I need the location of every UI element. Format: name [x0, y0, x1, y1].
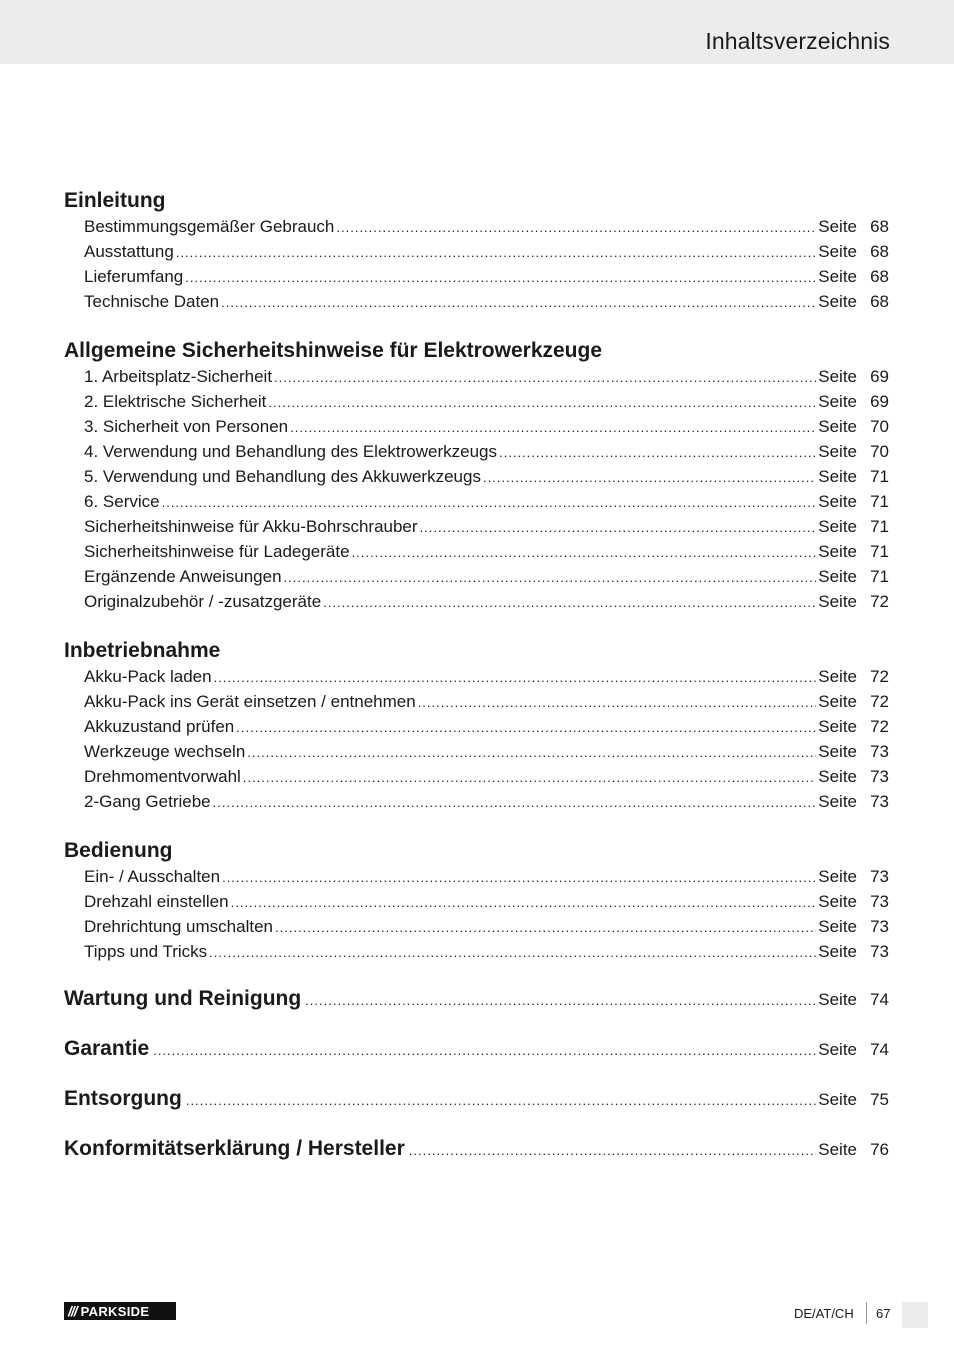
major-entry-label: Wartung und Reinigung — [64, 987, 302, 1010]
dot-leader — [176, 240, 816, 265]
section-gap — [64, 314, 889, 338]
dot-leader — [162, 490, 817, 515]
entry-label: Drehzahl einstellen — [84, 892, 229, 911]
dot-leader — [231, 890, 817, 915]
section-title: Einleitung — [64, 189, 166, 212]
page-prefix: Seite — [818, 467, 857, 486]
dot-leader — [409, 1136, 816, 1166]
page-prefix: Seite — [818, 292, 857, 311]
entry-label: Technische Daten — [84, 292, 220, 311]
page-prefix: Seite — [818, 867, 857, 886]
page-number: 68 — [870, 242, 889, 261]
dot-leader — [186, 1086, 816, 1116]
toc-section — [64, 638, 889, 814]
dot-leader — [236, 715, 816, 740]
toc-major-entry[interactable] — [64, 1034, 889, 1064]
page-prefix: Seite — [818, 1090, 857, 1109]
major-entry-label: Entsorgung — [64, 1087, 182, 1110]
page-number: 73 — [870, 767, 889, 786]
dot-leader — [284, 565, 817, 590]
entry-label: 4. Verwendung und Behandlung des Elektrowerkzeugs — [84, 442, 498, 461]
toc-entry[interactable] — [64, 439, 889, 464]
entry-label: Drehrichtung umschalten — [84, 917, 273, 936]
toc-entry[interactable] — [64, 889, 889, 914]
entry-label: Drehmomentvorwahl — [84, 767, 241, 786]
page-prefix: Seite — [818, 567, 857, 586]
section-gap — [64, 1014, 889, 1034]
page-number: 69 — [870, 367, 889, 386]
section-gap — [64, 1114, 889, 1134]
page-prefix: Seite — [818, 892, 857, 911]
toc-entry[interactable] — [64, 389, 889, 414]
toc-entry[interactable] — [64, 689, 889, 714]
toc-entry[interactable] — [64, 739, 889, 764]
page-number: 73 — [870, 917, 889, 936]
section-title: Inbetriebnahme — [64, 639, 221, 662]
page-prefix: Seite — [818, 990, 857, 1009]
dot-leader — [336, 215, 816, 240]
major-entry-label: Garantie — [64, 1037, 150, 1060]
page-prefix: Seite — [818, 667, 857, 686]
page-prefix: Seite — [818, 442, 857, 461]
dot-leader — [213, 790, 817, 815]
page-number: 71 — [870, 467, 889, 486]
toc-entry[interactable] — [64, 789, 889, 814]
page-number: 68 — [870, 292, 889, 311]
toc-entry[interactable] — [64, 664, 889, 689]
section-gap — [64, 814, 889, 838]
page-prefix: Seite — [818, 942, 857, 961]
page-number: 73 — [870, 742, 889, 761]
toc-entry[interactable] — [64, 289, 889, 314]
toc-major-entry[interactable] — [64, 1134, 889, 1164]
dot-leader — [274, 365, 816, 390]
dot-leader — [268, 390, 816, 415]
page-prefix: Seite — [818, 392, 857, 411]
dot-leader — [352, 540, 817, 565]
page-number: 75 — [870, 1090, 889, 1109]
page-number: 73 — [870, 892, 889, 911]
page-prefix: Seite — [818, 717, 857, 736]
entry-label: Sicherheitshinweise für Akku-Bohrschrauber — [84, 517, 418, 536]
toc-entry[interactable] — [64, 214, 889, 239]
toc-entry[interactable] — [64, 489, 889, 514]
page-number: 69 — [870, 392, 889, 411]
section-gap — [64, 1064, 889, 1084]
page-number: 72 — [870, 592, 889, 611]
page-prefix: Seite — [818, 492, 857, 511]
page-prefix: Seite — [818, 767, 857, 786]
page-prefix: Seite — [818, 267, 857, 286]
entry-label: 2. Elektrische Sicherheit — [84, 392, 267, 411]
dot-leader — [243, 765, 816, 790]
page-number: 76 — [870, 1140, 889, 1159]
page-title: Inhaltsverzeichnis — [705, 28, 890, 54]
footer-page-number: 67 — [876, 1306, 891, 1321]
entry-label: Ein- / Ausschalten — [84, 867, 221, 886]
page-prefix: Seite — [818, 917, 857, 936]
page-number: 71 — [870, 517, 889, 536]
toc-major-entry[interactable] — [64, 984, 889, 1014]
entry-label: Akkuzustand prüfen — [84, 717, 235, 736]
toc-entry[interactable] — [64, 914, 889, 939]
toc-entry[interactable] — [64, 714, 889, 739]
toc-entry[interactable] — [64, 364, 889, 389]
entry-label: Tipps und Tricks — [84, 942, 208, 961]
page-number: 70 — [870, 442, 889, 461]
page-prefix: Seite — [818, 792, 857, 811]
toc-entry[interactable] — [64, 589, 889, 614]
page-number: 70 — [870, 417, 889, 436]
entry-label: Werkzeuge wechseln — [84, 742, 246, 761]
entry-label: Lieferumfang — [84, 267, 184, 286]
dot-leader — [499, 440, 816, 465]
toc-entry[interactable] — [64, 514, 889, 539]
logo-slashes: /// — [68, 1303, 77, 1319]
toc-entry[interactable] — [64, 239, 889, 264]
toc-entry[interactable] — [64, 564, 889, 589]
page-prefix: Seite — [818, 692, 857, 711]
entry-label: 3. Sicherheit von Personen — [84, 417, 289, 436]
entry-label: 6. Service — [84, 492, 160, 511]
major-entry-label: Konformitätserklärung / Hersteller — [64, 1137, 405, 1160]
footer-language-codes: DE/AT/CH — [794, 1306, 854, 1321]
page-number: 74 — [870, 990, 889, 1009]
toc-section — [64, 838, 889, 964]
page-number: 72 — [870, 692, 889, 711]
dot-leader — [153, 1036, 816, 1066]
section-title: Allgemeine Sicherheitshinweise für Elektrowerkzeuge — [64, 339, 603, 362]
section-gap — [64, 964, 889, 984]
toc-section — [64, 188, 889, 314]
entry-label: Akku-Pack laden — [84, 667, 212, 686]
entry-label: 5. Verwendung und Behandlung des Akkuwerkzeugs — [84, 467, 481, 486]
dot-leader — [221, 290, 816, 315]
entry-label: Sicherheitshinweise für Ladegeräte — [84, 542, 350, 561]
footer-divider — [866, 1302, 867, 1324]
dot-leader — [305, 986, 816, 1016]
toc-entry[interactable] — [64, 414, 889, 439]
page-number: 72 — [870, 667, 889, 686]
toc-entry[interactable] — [64, 539, 889, 564]
page-prefix: Seite — [818, 592, 857, 611]
page-prefix: Seite — [818, 1140, 857, 1159]
logo-text: PARKSIDE — [80, 1303, 150, 1319]
page-prefix: Seite — [818, 1040, 857, 1059]
dot-leader — [290, 415, 816, 440]
toc-entry[interactable] — [64, 764, 889, 789]
toc-entry[interactable] — [64, 939, 889, 964]
page-prefix: Seite — [818, 517, 857, 536]
toc-entry[interactable] — [64, 264, 889, 289]
page-number: 71 — [870, 492, 889, 511]
page-prefix: Seite — [818, 217, 857, 236]
toc-entry[interactable] — [64, 464, 889, 489]
toc-entry[interactable] — [64, 864, 889, 889]
parkside-logo — [64, 1302, 176, 1320]
section-gap — [64, 614, 889, 638]
entry-label: Ergänzende Anweisungen — [84, 567, 282, 586]
entry-label: Akku-Pack ins Gerät einsetzen / entnehmen — [84, 692, 416, 711]
dot-leader — [185, 265, 816, 290]
dot-leader — [483, 465, 816, 490]
page-number: 72 — [870, 717, 889, 736]
page-prefix: Seite — [818, 242, 857, 261]
dot-leader — [214, 665, 817, 690]
page-prefix: Seite — [818, 367, 857, 386]
page-prefix: Seite — [818, 417, 857, 436]
dot-leader — [323, 590, 816, 615]
footer-tab-marker — [902, 1302, 928, 1328]
entry-label: 1. Arbeitsplatz-Sicherheit — [84, 367, 273, 386]
page-prefix: Seite — [818, 542, 857, 561]
dot-leader — [418, 690, 817, 715]
page-number: 71 — [870, 567, 889, 586]
page-number: 73 — [870, 792, 889, 811]
page-number: 68 — [870, 267, 889, 286]
dot-leader — [275, 915, 816, 940]
page-number: 71 — [870, 542, 889, 561]
entry-label: 2-Gang Getriebe — [84, 792, 211, 811]
dot-leader — [222, 865, 816, 890]
page-number: 73 — [870, 867, 889, 886]
entry-label: Ausstattung — [84, 242, 174, 261]
toc-major-entry[interactable] — [64, 1084, 889, 1114]
page-prefix: Seite — [818, 742, 857, 761]
page-number: 73 — [870, 942, 889, 961]
page-number: 74 — [870, 1040, 889, 1059]
entry-label: Bestimmungsgemäßer Gebrauch — [84, 217, 335, 236]
dot-leader — [247, 740, 816, 765]
toc-section — [64, 338, 889, 614]
table-of-contents — [64, 188, 889, 1164]
section-title: Bedienung — [64, 839, 173, 862]
page-number: 68 — [870, 217, 889, 236]
entry-label: Originalzubehör / -zusatzgeräte — [84, 592, 322, 611]
dot-leader — [420, 515, 817, 540]
header-band — [0, 0, 954, 64]
dot-leader — [209, 940, 816, 965]
